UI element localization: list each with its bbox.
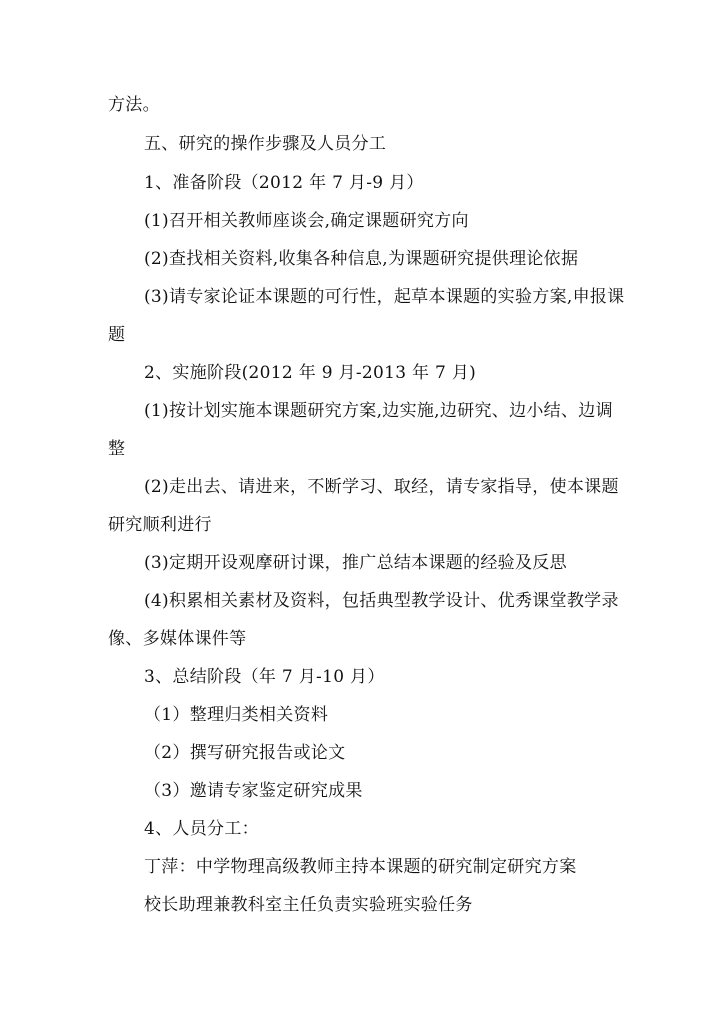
list-item-continuation: 研究顺利进行 (108, 515, 212, 535)
subsection-heading: 3、总结阶段（年 7 月-10 月） (144, 667, 385, 687)
staff-entry: 丁萍：中学物理高级教师主持本课题的研究制定研究方案 (144, 857, 577, 877)
list-item: (2)走出去、请进来，不断学习、取经，请专家指导，使本课题 (144, 477, 619, 497)
section-heading: 五、研究的操作步骤及人员分工 (144, 134, 387, 154)
text-line: 方法。 (108, 95, 160, 115)
list-item: (4)积累相关素材及资料，包括典型教学设计、优秀课堂教学录 (144, 591, 619, 611)
list-item: （1）整理归类相关资料 (144, 705, 329, 725)
list-item: (3)定期开设观摩研讨课，推广总结本课题的经验及反思 (144, 553, 567, 573)
list-item: (1)按计划实施本课题研究方案,边实施,边研究、边小结、边调 (144, 401, 613, 421)
subsection-heading: 1、准备阶段（2012 年 7 月-9 月） (144, 173, 424, 193)
list-item: （3）邀请专家鉴定研究成果 (144, 781, 363, 801)
list-item: (2)查找相关资料,收集各种信息,为课题研究提供理论依据 (144, 249, 579, 269)
list-item-continuation: 题 (108, 325, 126, 345)
subsection-heading: 4、人员分工： (144, 819, 259, 839)
list-item: （2）撰写研究报告或论文 (144, 743, 346, 763)
list-item: (3)请专家论证本课题的可行性，起草本课题的实验方案,申报课 (144, 287, 625, 307)
staff-entry: 校长助理兼教科室主任负责实验班实验任务 (144, 895, 473, 915)
subsection-heading: 2、实施阶段(2012 年 9 月-2013 年 7 月) (144, 363, 477, 383)
list-item: (1)召开相关教师座谈会,确定课题研究方向 (144, 211, 469, 231)
list-item-continuation: 整 (108, 439, 126, 459)
list-item-continuation: 像、多媒体课件等 (108, 629, 247, 649)
